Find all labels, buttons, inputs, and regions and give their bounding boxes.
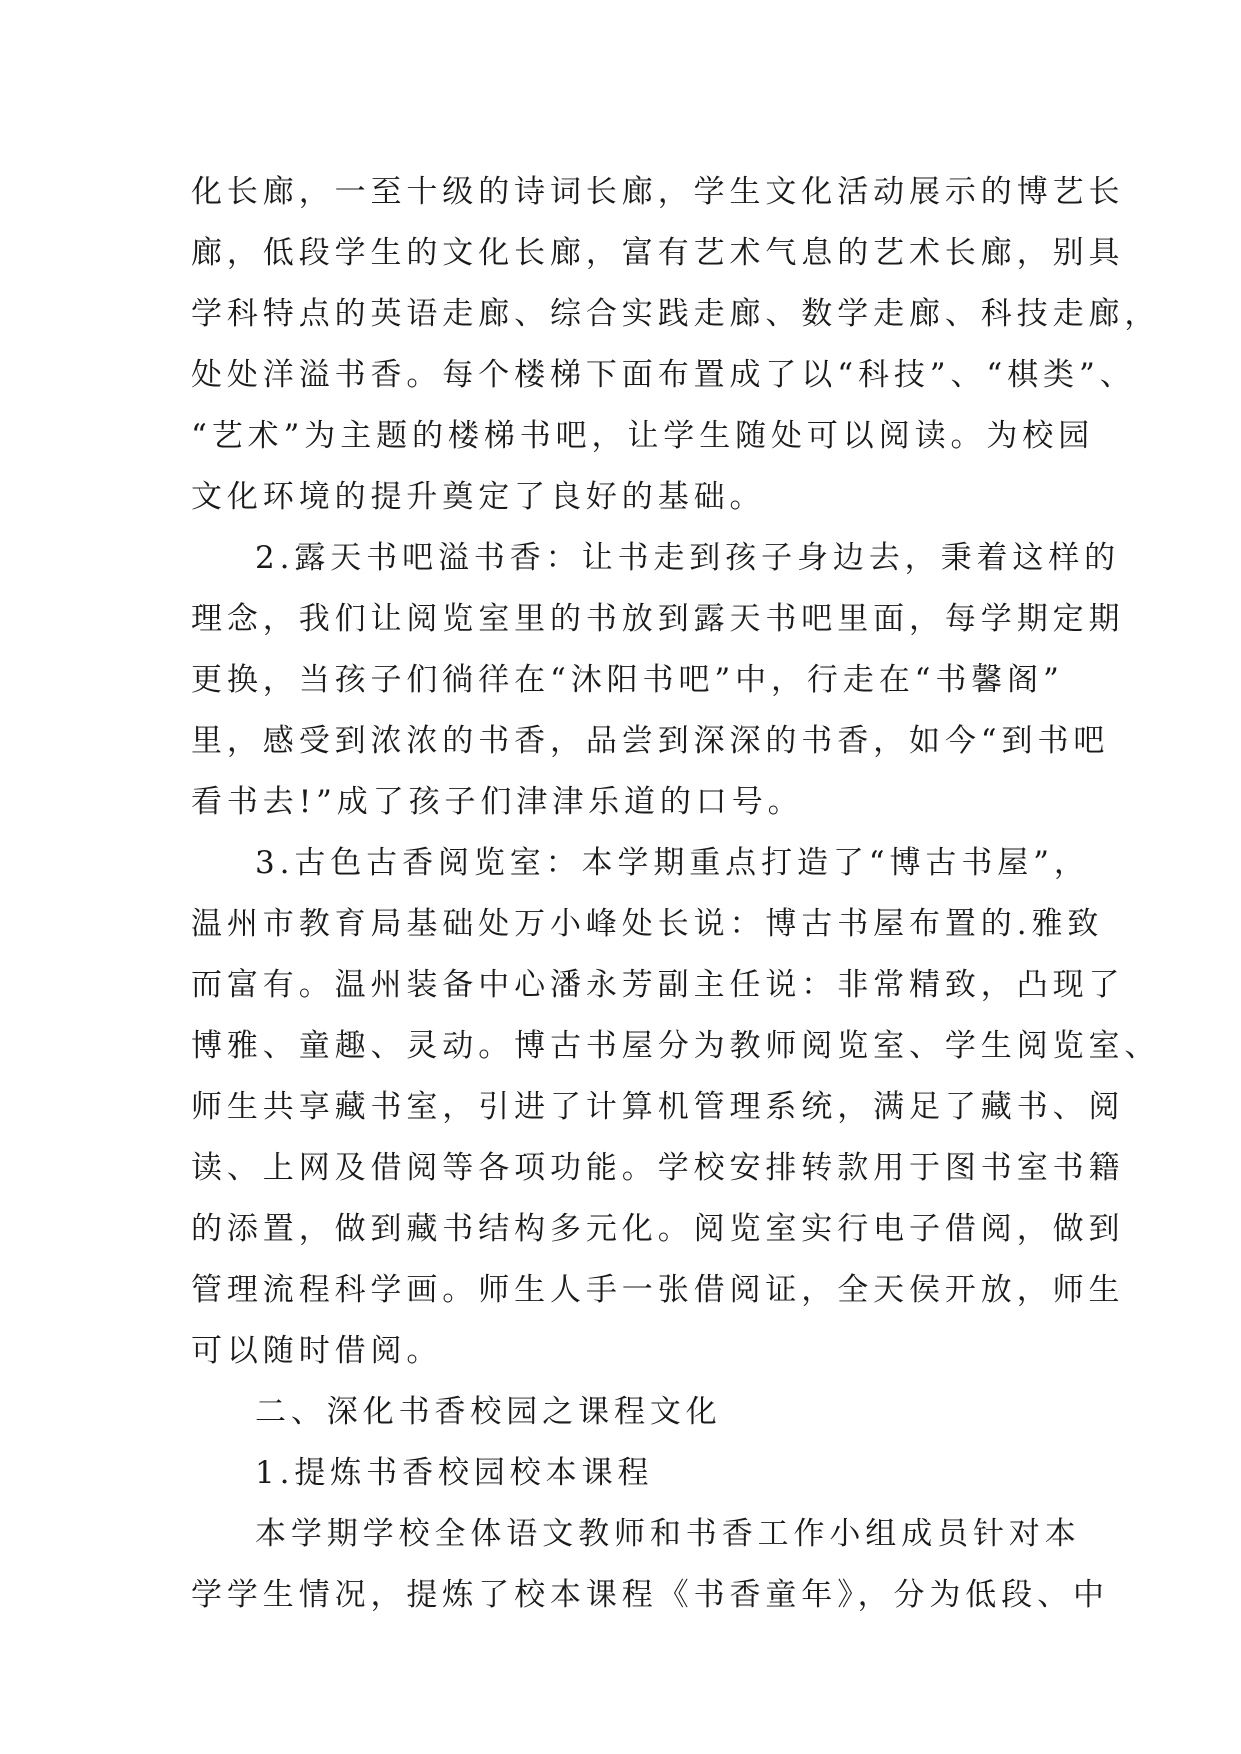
text-line: 二、深化书香校园之课程文化	[255, 1394, 722, 1430]
text-line: 的添置，做到藏书结构多元化。阅览室实行电子借阅，做到	[191, 1211, 1125, 1247]
document-body	[191, 162, 1161, 1626]
text-line: 可以随时借阅。	[191, 1333, 443, 1369]
text-line: 处处洋溢书香。每个楼梯下面布置成了以“科技”、“棋类”、	[191, 357, 1136, 393]
text-line: 3.古色古香阅览室：本学期重点打造了“博古书屋”，	[255, 845, 1090, 881]
text-line: 师生共享藏书室，引进了计算机管理系统，满足了藏书、阅	[191, 1089, 1125, 1125]
text-line: 理念，我们让阅览室里的书放到露天书吧里面，每学期定期	[191, 601, 1125, 637]
text-line: 读、上网及借阅等各项功能。学校安排转款用于图书室书籍	[191, 1150, 1125, 1186]
text-line: 1.提炼书香校园校本课程	[255, 1455, 654, 1491]
text-line: 廊，低段学生的文化长廊，富有艺术气息的艺术长廊，别具	[191, 235, 1125, 271]
text-line: 更换，当孩子们徜徉在“沐阳书吧”中，行走在“书馨阁”	[191, 662, 1064, 698]
text-line: 看书去!”成了孩子们津津乐道的口号。	[191, 784, 804, 820]
text-line: 温州市教育局基础处万小峰处长说：博古书屋布置的.雅致	[191, 906, 1104, 942]
text-line: 本学期学校全体语文教师和书香工作小组成员针对本	[255, 1516, 1081, 1552]
text-line: 学学生情况，提炼了校本课程《书香童年》，分为低段、中	[191, 1577, 1109, 1613]
text-line: 博雅、童趣、灵动。博古书屋分为教师阅览室、学生阅览室、	[191, 1028, 1161, 1064]
text-line: “艺术”为主题的楼梯书吧，让学生随处可以阅读。为校园	[191, 418, 1095, 454]
text-line: 2.露天书吧溢书香：让书走到孩子身边去，秉着这样的	[255, 540, 1121, 576]
text-line: 学科特点的英语走廊、综合实践走廊、数学走廊、科技走廊，	[191, 296, 1161, 332]
text-line: 化长廊，一至十级的诗词长廊，学生文化活动展示的博艺长	[191, 174, 1125, 210]
text-line: 管理流程科学画。师生人手一张借阅证，全天侯开放，师生	[191, 1272, 1125, 1308]
text-line: 而富有。温州装备中心潘永芳副主任说：非常精致，凸现了	[191, 967, 1125, 1003]
text-line: 里，感受到浓浓的书香，品尝到深深的书香，如今“到书吧	[191, 723, 1110, 759]
text-line: 文化环境的提升奠定了良好的基础。	[191, 479, 766, 515]
